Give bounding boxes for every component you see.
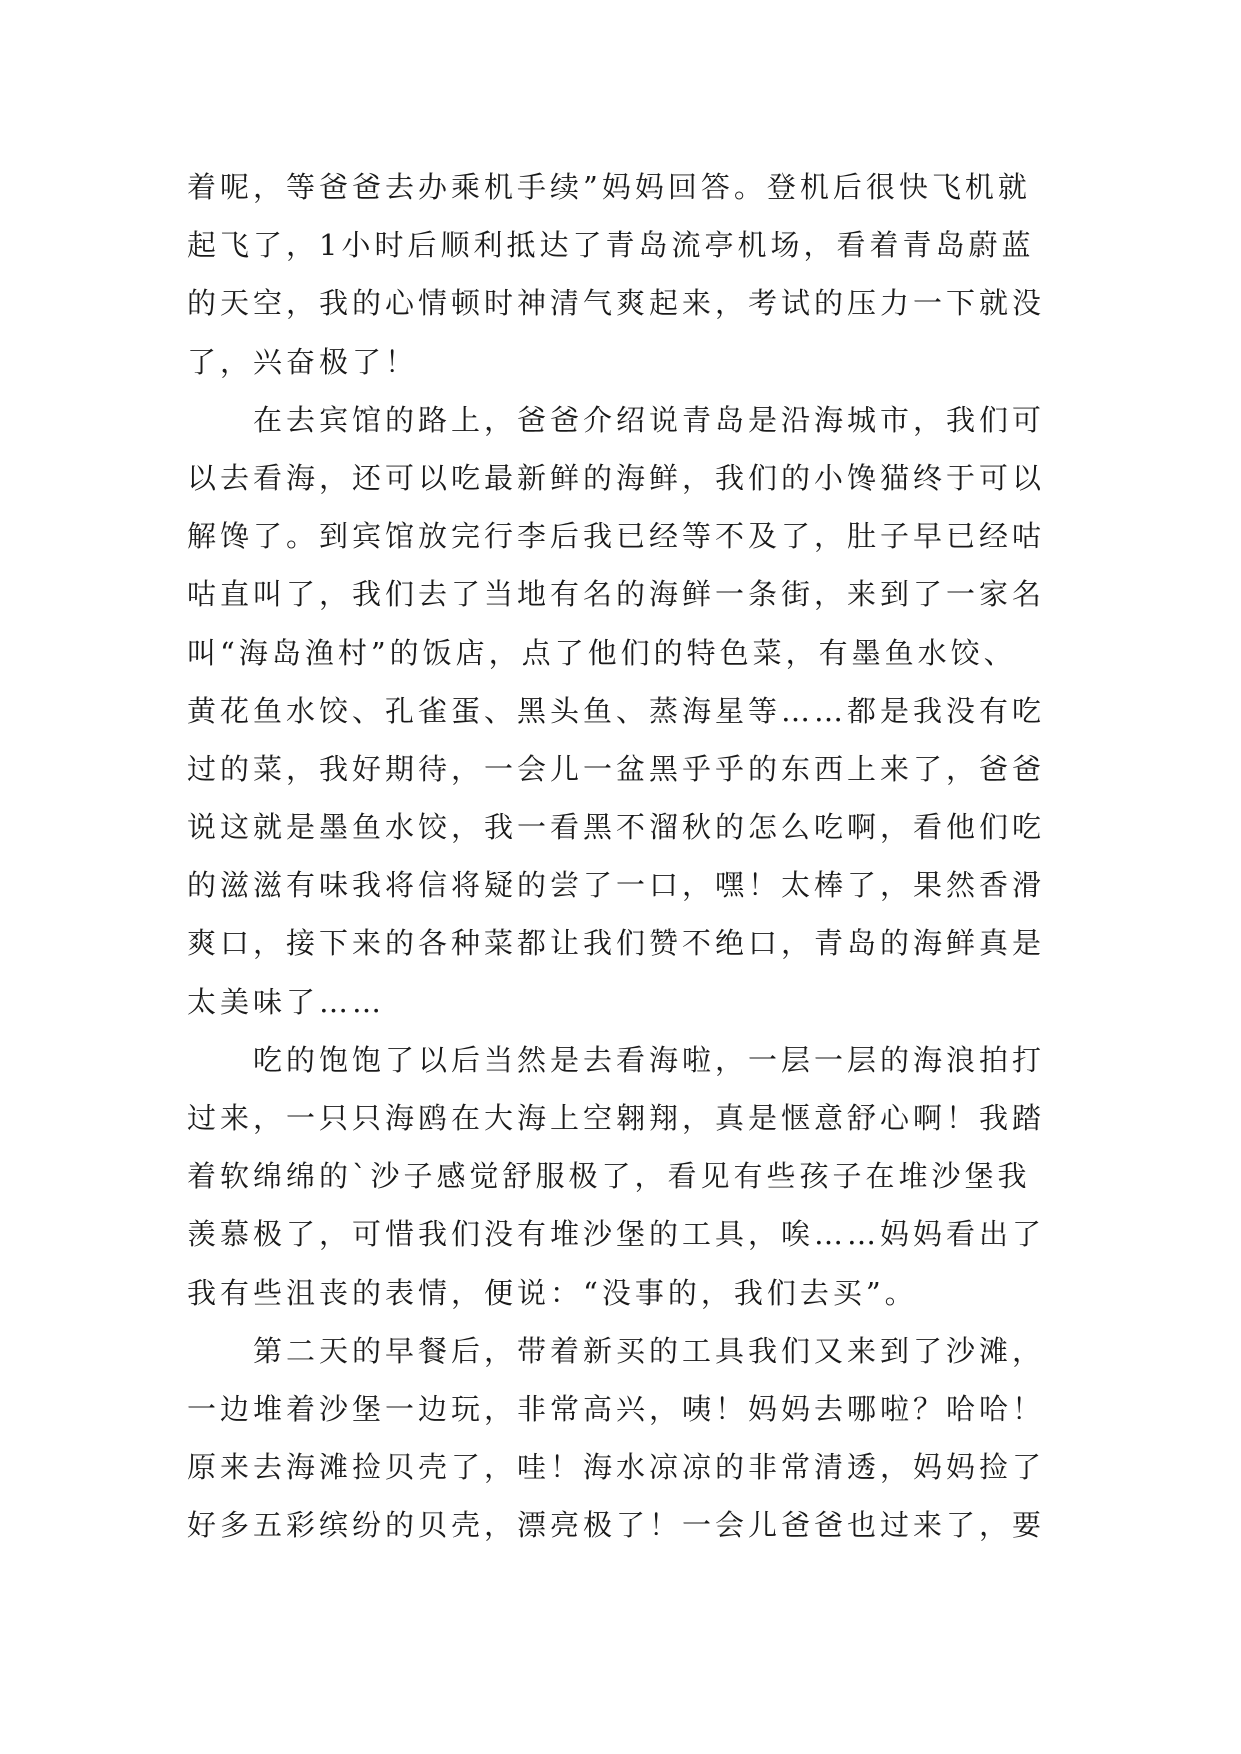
text-line: 以去看海，还可以吃最新鲜的海鲜，我们的小馋猫终于可以 bbox=[187, 460, 1046, 495]
text-line: 过的菜，我好期待，一会儿一盆黑乎乎的东西上来了，爸爸 bbox=[187, 751, 1046, 786]
text-line: 黄花鱼水饺、孔雀蛋、黑头鱼、蒸海星等……都是我没有吃 bbox=[187, 693, 1046, 728]
text-line: 我有些沮丧的表情，便说：“没事的，我们去买”。 bbox=[187, 1275, 918, 1310]
text-line: 爽口，接下来的各种菜都让我们赞不绝口，青岛的海鲜真是 bbox=[187, 926, 1046, 961]
paragraph-start-line: 第二天的早餐后，带着新买的工具我们又来到了沙滩， bbox=[253, 1333, 1046, 1368]
text-line: 起飞了，1小时后顺利抵达了青岛流亭机场，看着青岛蔚蓝 bbox=[187, 228, 1035, 263]
text-line: 叫“海岛渔村”的饭店，点了他们的特色菜，有墨鱼水饺、 bbox=[187, 635, 1017, 670]
text-line: 羡慕极了，可惜我们没有堆沙堡的工具，唉……妈妈看出了 bbox=[187, 1217, 1046, 1252]
text-line: 了，兴奋极了！ bbox=[187, 344, 419, 379]
text-line: 的滋滋有味我将信将疑的尝了一口，嘿！太棒了，果然香滑 bbox=[187, 868, 1046, 903]
text-line: 好多五彩缤纷的贝壳，漂亮极了！一会儿爸爸也过来了，要 bbox=[187, 1508, 1046, 1543]
text-line: 太美味了…… bbox=[187, 984, 386, 1019]
paragraph-start-line: 在去宾馆的路上，爸爸介绍说青岛是沿海城市，我们可 bbox=[253, 402, 1046, 437]
text-line: 一边堆着沙堡一边玩，非常高兴，咦！妈妈去哪啦？哈哈！ bbox=[187, 1391, 1046, 1426]
text-line: 原来去海滩捡贝壳了，哇！海水凉凉的非常清透，妈妈捡了 bbox=[187, 1450, 1046, 1485]
text-line: 说这就是墨鱼水饺，我一看黑不溜秋的怎么吃啊，看他们吃 bbox=[187, 810, 1046, 845]
text-line: 过来，一只只海鸥在大海上空翱翔，真是惬意舒心啊！我踏 bbox=[187, 1101, 1046, 1135]
text-line: 着呢，等爸爸去办乘机手续”妈妈回答。登机后很快飞机就 bbox=[187, 170, 1031, 204]
text-line: 着软绵绵的`沙子感觉舒服极了，看见有些孩子在堆沙堡我 bbox=[187, 1159, 1031, 1194]
essay-body bbox=[187, 158, 1057, 1555]
text-line: 的天空，我的心情顿时神清气爽起来，考试的压力一下就没 bbox=[187, 286, 1046, 321]
text-line: 咕直叫了，我们去了当地有名的海鲜一条街，来到了一家名 bbox=[187, 577, 1046, 612]
paragraph-start-line: 吃的饱饱了以后当然是去看海啦，一层一层的海浪拍打 bbox=[253, 1042, 1046, 1077]
text-line: 解馋了。到宾馆放完行李后我已经等不及了，肚子早已经咕 bbox=[187, 519, 1046, 554]
